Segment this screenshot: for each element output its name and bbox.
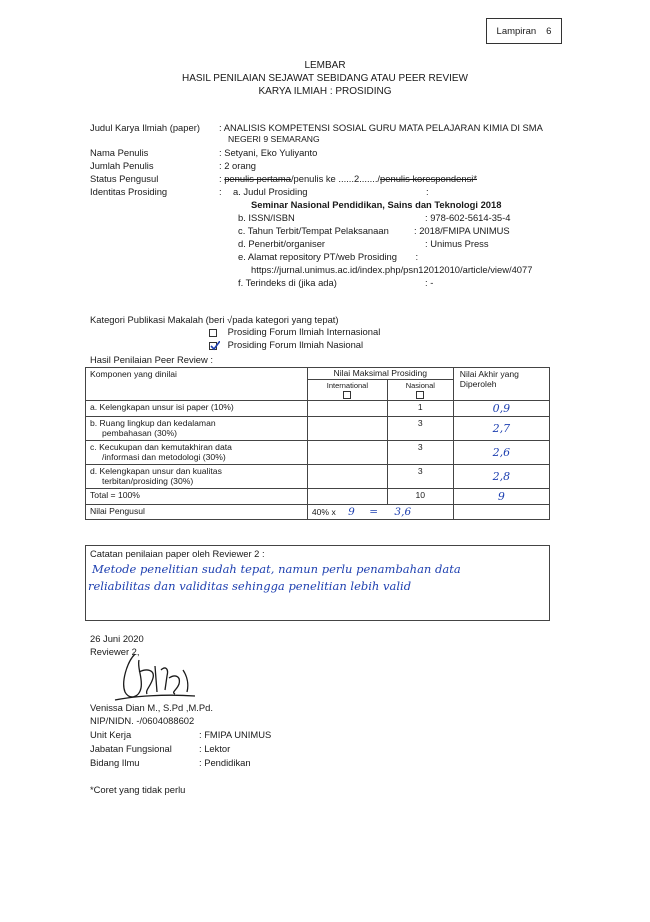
- col-nilai-header: Nilai Akhir yang Diperoleh: [453, 368, 549, 401]
- option-nasional-label: Prosiding Forum Ilmiah Nasional: [227, 339, 364, 350]
- komponen-c: c. Kecukupan dan kemutakhiran data: [90, 442, 232, 453]
- international-cell: [307, 465, 387, 489]
- prosiding-e-value[interactable]: https://jurnal.unimus.ac.id/index.php/psn12012010/article/view/4077: [251, 264, 533, 275]
- notes-line1: Metode penelitian sudah tepat, namun perlu penambahan data: [92, 562, 461, 576]
- footnote: *Coret yang tidak perlu: [90, 784, 186, 795]
- pengusul-result: 3,6: [394, 506, 412, 519]
- header-line1: LEMBAR: [304, 60, 346, 71]
- nilai-cell: 2,7: [453, 417, 549, 441]
- col-maksimal-header: Nilai Maksimal Prosiding: [307, 368, 453, 380]
- option-international-label: Prosiding Forum Ilmiah Internasional: [227, 326, 381, 337]
- nasional-cell: 3: [387, 441, 453, 465]
- status-mid: /penulis ke ......2......./: [290, 173, 381, 184]
- pengusul-row: [86, 505, 550, 520]
- komponen-cell: [86, 401, 308, 417]
- jumlah-value: : 2 orang: [219, 160, 257, 171]
- komponen-cell: [86, 441, 308, 465]
- komponen-b: b. Ruang lingkup dan kedalaman: [90, 418, 216, 429]
- prosiding-a-colon: :: [426, 186, 429, 197]
- prosiding-f-label: f. Terindeks di (jika ada): [238, 277, 337, 288]
- check-icon: [210, 341, 220, 351]
- signature-nip: NIP/NIDN. -/0604088602: [90, 715, 195, 726]
- pengusul-label: Nilai Pengusul: [86, 505, 308, 520]
- status-struck-first: penulis pertama: [224, 173, 291, 184]
- notes-line2: reliabilitas dan validitas sehingga penelitian lebih valid: [88, 579, 412, 593]
- nasional-label: Nasional: [405, 381, 435, 390]
- signature-image: [95, 648, 205, 706]
- total-international-cell: [307, 489, 387, 505]
- kategori-label: Kategori Publikasi Makalah (beri √pada kategori yang tepat): [90, 314, 339, 325]
- unit-label: Unit Kerja: [90, 729, 132, 740]
- unit-value: : FMIPA UNIMUS: [199, 729, 272, 740]
- komponen-a: a. Kelengkapan unsur isi paper (10%): [90, 402, 234, 413]
- header-line3: KARYA ILMIAH : PROSIDING: [258, 86, 392, 97]
- table-row: [86, 417, 550, 441]
- identitas-colon: :: [219, 186, 222, 197]
- komponen-c-cont: /informasi dan metodologi (30%): [102, 452, 226, 463]
- kategori-option-nasional[interactable]: [209, 339, 363, 350]
- nasional-cell: 3: [387, 417, 453, 441]
- international-cell: [307, 441, 387, 465]
- prosiding-f-value: : -: [425, 277, 434, 288]
- status-value: [219, 173, 477, 184]
- prosiding-a-value: Seminar Nasional Pendidikan, Sains dan Teknologi 2018: [251, 199, 502, 210]
- status-label: Status Pengusul: [90, 173, 159, 184]
- bidang-value: : Pendidikan: [199, 757, 251, 768]
- pengusul-nilai-cell: [453, 505, 549, 520]
- prosiding-c-value: : 2018/FMIPA UNIMUS: [414, 225, 510, 236]
- col-nasional-header: [387, 380, 453, 401]
- komponen-d: d. Kelengkapan unsur dan kualitas: [90, 466, 222, 477]
- identitas-label: Identitas Prosiding: [90, 186, 168, 197]
- nasional-cell: 3: [387, 465, 453, 489]
- table-row: [86, 401, 550, 417]
- total-row: [86, 489, 550, 505]
- judul-label: Judul Karya Ilmiah (paper): [90, 122, 200, 133]
- table-row: [86, 465, 550, 489]
- prosiding-b-value: : 978-602-5614-35-4: [425, 212, 511, 223]
- prosiding-c-label: c. Tahun Terbit/Tempat Pelaksanaan: [238, 225, 389, 236]
- nasional-cell: 1: [387, 401, 453, 417]
- bidang-label: Bidang Ilmu: [90, 757, 140, 768]
- nama-label: Nama Penulis: [90, 147, 149, 158]
- prosiding-d-value: : Unimus Press: [425, 238, 489, 249]
- prosiding-d-label: d. Penerbit/organiser: [238, 238, 326, 249]
- judul-value: : ANALISIS KOMPETENSI SOSIAL GURU MATA PELAJARAN KIMIA DI SMA: [219, 122, 543, 133]
- table-row: [86, 441, 550, 465]
- status-struck-korespondensi: penulis korespondensi*: [380, 173, 477, 184]
- reviewer-notes-box: [85, 545, 550, 621]
- international-cell: [307, 417, 387, 441]
- nama-value: : Setyani, Eko Yuliyanto: [219, 147, 318, 158]
- nilai-cell: 2,6: [453, 441, 549, 465]
- checkbox-col-international[interactable]: [343, 391, 351, 399]
- lampiran-number: 6: [546, 25, 552, 37]
- pengusul-x: 9: [348, 506, 355, 519]
- checkbox-col-nasional[interactable]: [416, 391, 424, 399]
- total-label: Total = 100%: [86, 489, 308, 505]
- kategori-option-international[interactable]: [209, 326, 380, 337]
- col-international-header: [307, 380, 387, 401]
- jabatan-label: Jabatan Fungsional: [90, 743, 172, 754]
- prosiding-e-label: [238, 251, 418, 262]
- notes-title: Catatan penilaian paper oleh Reviewer 2 :: [90, 548, 265, 559]
- pengusul-eq: =: [369, 506, 379, 519]
- judul-value-cont: NEGERI 9 SEMARANG: [228, 134, 320, 144]
- lampiran-label: Lampiran: [496, 25, 537, 37]
- komponen-d-cont: terbitan/prosiding (30%): [102, 476, 194, 487]
- nilai-cell: 0,9: [453, 401, 549, 417]
- status-colon: :: [219, 173, 222, 184]
- komponen-b-cont: pembahasan (30%): [102, 428, 178, 439]
- results-title: Hasil Penilaian Peer Review :: [90, 354, 213, 365]
- signature-role: Reviewer 2,: [90, 646, 140, 657]
- international-cell: [307, 401, 387, 417]
- total-nasional: 10: [387, 489, 453, 505]
- pengusul-formula-cell: [307, 505, 453, 520]
- jabatan-value: : Lektor: [199, 743, 231, 754]
- pengusul-formula: 40% x: [311, 507, 336, 518]
- international-label: International: [326, 381, 369, 390]
- prosiding-a-label: a. Judul Prosiding: [233, 186, 308, 197]
- lampiran-box: [486, 18, 562, 44]
- results-table: [85, 367, 550, 520]
- komponen-cell: [86, 417, 308, 441]
- total-nilai: 9: [453, 489, 549, 505]
- komponen-cell: [86, 465, 308, 489]
- signature-name: Venissa Dian M., S.Pd ,M.Pd.: [90, 702, 213, 713]
- prosiding-e-label-text: e. Alamat repository PT/web Prosiding: [238, 251, 397, 262]
- checkbox-international[interactable]: [209, 329, 217, 337]
- header-line2: HASIL PENILAIAN SEJAWAT SEBIDANG ATAU PEER REVIEW: [182, 73, 468, 84]
- nilai-cell: 2,8: [453, 465, 549, 489]
- prosiding-b-label: b. ISSN/ISBN: [238, 212, 295, 223]
- signature-date: 26 Juni 2020: [90, 633, 144, 644]
- checkbox-nasional[interactable]: [209, 342, 217, 350]
- col-komponen-header: Komponen yang dinilai: [86, 368, 308, 401]
- jumlah-label: Jumlah Penulis: [90, 160, 154, 171]
- prosiding-e-colon: :: [415, 251, 419, 262]
